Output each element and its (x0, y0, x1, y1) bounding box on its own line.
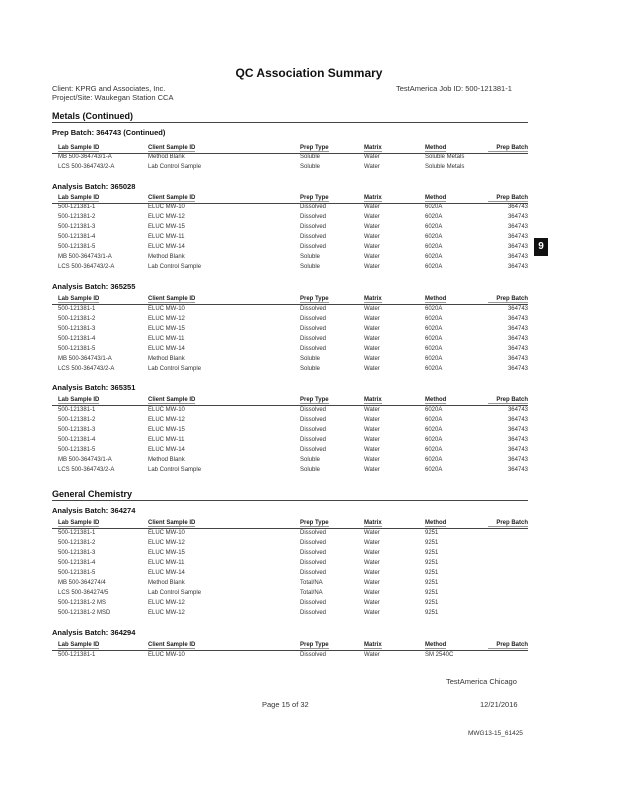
cell-lab-sample-id: 500-121381-1 (58, 204, 96, 210)
cell-matrix: Water (364, 540, 380, 546)
cell-method: 6020A (425, 407, 443, 413)
cell-matrix: Water (364, 356, 380, 362)
cell-prep-type: Dissolved (300, 214, 327, 220)
cell-matrix: Water (364, 457, 380, 463)
cell-prep-type: Dissolved (300, 652, 327, 658)
table-row (0, 164, 618, 174)
cell-matrix: Water (364, 326, 380, 332)
column-header-method: Method (425, 195, 447, 201)
table-row (0, 407, 618, 417)
page-title: QC Association Summary (235, 66, 383, 80)
column-header-prep-batch: Prep Batch (488, 520, 528, 527)
table-divider (52, 405, 528, 406)
cell-lab-sample-id: 500-121381-5 (58, 570, 96, 576)
cell-prep-type: Dissolved (300, 417, 327, 423)
cell-lab-sample-id: 500-121381-2 (58, 417, 96, 423)
cell-prep-batch: 364743 (507, 356, 528, 362)
cell-lab-sample-id: 500-121381-4 (58, 336, 96, 342)
table-row (0, 326, 618, 336)
cell-method: 6020A (425, 204, 443, 210)
column-header-client-sample-id: Client Sample ID (148, 642, 196, 648)
cell-lab-sample-id: LCS 500-364743/2-A (58, 164, 115, 170)
cell-prep-batch: 364743 (507, 427, 528, 433)
column-header-client-sample-id: Client Sample ID (148, 520, 196, 526)
cell-method: 6020A (425, 214, 443, 220)
cell-method: Soluble Metals (425, 154, 465, 160)
column-header-lab-sample-id: Lab Sample ID (58, 642, 100, 648)
cell-matrix: Water (364, 154, 380, 160)
cell-client-sample-id: ELUC MW-15 (148, 427, 185, 433)
table-row (0, 437, 618, 447)
cell-lab-sample-id: 500-121381-2 (58, 540, 96, 546)
column-header-method: Method (425, 520, 447, 526)
cell-matrix: Water (364, 316, 380, 322)
cell-prep-type: Dissolved (300, 600, 327, 606)
cell-prep-type: Soluble (300, 254, 321, 260)
batch-title: Analysis Batch: 364274 (52, 506, 136, 515)
cell-prep-batch: 364743 (507, 467, 528, 473)
cell-prep-batch: 364743 (507, 417, 528, 423)
table-row (0, 356, 618, 366)
table-row (0, 254, 618, 264)
column-header-matrix: Matrix (364, 520, 382, 526)
table-row (0, 550, 618, 560)
table-row (0, 204, 618, 214)
cell-matrix: Water (364, 467, 380, 473)
cell-prep-batch: 364743 (507, 224, 528, 230)
cell-method: 9251 (425, 540, 439, 546)
cell-client-sample-id: ELUC MW-10 (148, 204, 185, 210)
cell-method: 6020A (425, 306, 443, 312)
table-row (0, 234, 618, 244)
cell-prep-type: Soluble (300, 457, 321, 463)
table-row (0, 570, 618, 580)
cell-lab-sample-id: 500-121381-1 (58, 407, 96, 413)
column-header-matrix: Matrix (364, 195, 382, 201)
cell-client-sample-id: Lab Control Sample (148, 366, 202, 372)
table-row (0, 336, 618, 346)
cell-matrix: Water (364, 224, 380, 230)
cell-client-sample-id: ELUC MW-14 (148, 244, 185, 250)
cell-prep-type: Soluble (300, 164, 321, 170)
cell-prep-type: Dissolved (300, 316, 327, 322)
cell-lab-sample-id: 500-121381-3 (58, 427, 96, 433)
cell-client-sample-id: ELUC MW-10 (148, 306, 185, 312)
cell-lab-sample-id: 500-121381-4 (58, 234, 96, 240)
cell-method: 9251 (425, 580, 439, 586)
cell-client-sample-id: ELUC MW-15 (148, 550, 185, 556)
cell-prep-type: Soluble (300, 356, 321, 362)
batch-title: Prep Batch: 364743 (Continued) (52, 128, 166, 137)
column-header-lab-sample-id: Lab Sample ID (58, 520, 100, 526)
cell-matrix: Water (364, 214, 380, 220)
table-row (0, 306, 618, 316)
cell-lab-sample-id: MB 500-364743/1-A (58, 457, 112, 463)
cell-client-sample-id: Method Blank (148, 356, 185, 362)
cell-method: 6020A (425, 356, 443, 362)
cell-prep-type: Dissolved (300, 550, 327, 556)
cell-prep-type: Dissolved (300, 336, 327, 342)
cell-lab-sample-id: LCS 500-364743/2-A (58, 264, 115, 270)
project-site: Project/Site: Waukegan Station CCA (52, 93, 174, 102)
cell-prep-type: Dissolved (300, 427, 327, 433)
cell-matrix: Water (364, 530, 380, 536)
table-row (0, 346, 618, 356)
cell-client-sample-id: ELUC MW-14 (148, 346, 185, 352)
cell-matrix: Water (364, 306, 380, 312)
cell-client-sample-id: ELUC MW-11 (148, 560, 185, 566)
cell-prep-type: Dissolved (300, 447, 327, 453)
table-row (0, 560, 618, 570)
cell-lab-sample-id: LCS 500-364743/2-A (58, 467, 115, 473)
cell-method: 9251 (425, 570, 439, 576)
cell-matrix: Water (364, 437, 380, 443)
table-row (0, 540, 618, 550)
cell-prep-type: Soluble (300, 366, 321, 372)
cell-matrix: Water (364, 417, 380, 423)
cell-method: 6020A (425, 316, 443, 322)
table-divider (52, 650, 528, 651)
cell-matrix: Water (364, 164, 380, 170)
cell-lab-sample-id: MB 500-364743/1-A (58, 254, 112, 260)
cell-client-sample-id: Lab Control Sample (148, 164, 202, 170)
column-header-method: Method (425, 642, 447, 648)
cell-prep-batch: 364743 (507, 254, 528, 260)
batch-title: Analysis Batch: 365351 (52, 383, 136, 392)
cell-matrix: Water (364, 427, 380, 433)
column-header-method: Method (425, 296, 447, 302)
table-row (0, 417, 618, 427)
column-header-prep-type: Prep Type (300, 642, 329, 648)
cell-matrix: Water (364, 407, 380, 413)
document-code: MWG13-15_61425 (468, 730, 523, 737)
cell-matrix: Water (364, 366, 380, 372)
table-row (0, 530, 618, 540)
cell-method: 6020A (425, 366, 443, 372)
cell-lab-sample-id: 500-121381-3 (58, 550, 96, 556)
cell-lab-sample-id: 500-121381-3 (58, 326, 96, 332)
cell-matrix: Water (364, 560, 380, 566)
cell-prep-batch: 364743 (507, 336, 528, 342)
cell-client-sample-id: ELUC MW-14 (148, 447, 185, 453)
cell-lab-sample-id: LCS 500-364274/5 (58, 590, 109, 596)
cell-client-sample-id: ELUC MW-12 (148, 316, 185, 322)
section-divider (52, 122, 528, 123)
cell-method: 9251 (425, 590, 439, 596)
cell-method: 9251 (425, 530, 439, 536)
column-header-prep-batch: Prep Batch (488, 642, 528, 649)
cell-prep-batch: 364743 (507, 437, 528, 443)
cell-prep-type: Dissolved (300, 437, 327, 443)
cell-client-sample-id: ELUC MW-11 (148, 234, 185, 240)
cell-matrix: Water (364, 254, 380, 260)
cell-method: 6020A (425, 447, 443, 453)
cell-prep-type: Dissolved (300, 346, 327, 352)
column-header-prep-type: Prep Type (300, 520, 329, 526)
cell-prep-type: Dissolved (300, 540, 327, 546)
table-row (0, 264, 618, 274)
cell-prep-type: Dissolved (300, 306, 327, 312)
cell-prep-batch: 364743 (507, 214, 528, 220)
cell-matrix: Water (364, 244, 380, 250)
column-header-matrix: Matrix (364, 296, 382, 302)
table-row (0, 154, 618, 164)
cell-lab-sample-id: 500-121381-2 (58, 316, 96, 322)
column-header-matrix: Matrix (364, 397, 382, 403)
cell-method: 6020A (425, 417, 443, 423)
table-row (0, 366, 618, 376)
cell-method: 6020A (425, 264, 443, 270)
column-header-client-sample-id: Client Sample ID (148, 195, 196, 201)
cell-lab-sample-id: 500-121381-4 (58, 437, 96, 443)
cell-method: 6020A (425, 437, 443, 443)
batch-title: Analysis Batch: 365255 (52, 282, 136, 291)
cell-client-sample-id: ELUC MW-12 (148, 214, 185, 220)
table-row (0, 580, 618, 590)
cell-prep-type: Dissolved (300, 407, 327, 413)
cell-matrix: Water (364, 204, 380, 210)
cell-prep-batch: 364743 (507, 244, 528, 250)
batch-title: Analysis Batch: 365028 (52, 182, 136, 191)
cell-matrix: Water (364, 550, 380, 556)
cell-lab-sample-id: MB 500-364743/1-A (58, 356, 112, 362)
column-header-lab-sample-id: Lab Sample ID (58, 145, 100, 151)
cell-prep-type: Soluble (300, 264, 321, 270)
cell-prep-batch: 364743 (507, 366, 528, 372)
client-name: Client: KPRG and Associates, Inc. (52, 84, 166, 93)
lab-name: TestAmerica Chicago (446, 677, 517, 686)
cell-method: 9251 (425, 600, 439, 606)
cell-client-sample-id: Method Blank (148, 254, 185, 260)
cell-client-sample-id: ELUC MW-15 (148, 224, 185, 230)
column-header-prep-batch: Prep Batch (488, 397, 528, 404)
cell-prep-type: Dissolved (300, 570, 327, 576)
cell-prep-type: Dissolved (300, 204, 327, 210)
cell-lab-sample-id: 500-121381-2 (58, 214, 96, 220)
cell-client-sample-id: Lab Control Sample (148, 590, 202, 596)
column-header-prep-batch: Prep Batch (488, 195, 528, 202)
column-header-prep-batch: Prep Batch (488, 296, 528, 303)
cell-method: 9251 (425, 550, 439, 556)
cell-client-sample-id: ELUC MW-11 (148, 336, 185, 342)
cell-method: 6020A (425, 427, 443, 433)
table-row (0, 610, 618, 620)
column-header-prep-type: Prep Type (300, 195, 329, 201)
cell-client-sample-id: ELUC MW-15 (148, 326, 185, 332)
cell-method: Soluble Metals (425, 164, 465, 170)
column-header-client-sample-id: Client Sample ID (148, 145, 196, 151)
column-header-matrix: Matrix (364, 145, 382, 151)
cell-matrix: Water (364, 610, 380, 616)
cell-client-sample-id: ELUC MW-10 (148, 652, 185, 658)
cell-prep-type: Dissolved (300, 234, 327, 240)
cell-client-sample-id: Lab Control Sample (148, 467, 202, 473)
cell-lab-sample-id: 500-121381-3 (58, 224, 96, 230)
column-header-prep-type: Prep Type (300, 296, 329, 302)
column-header-lab-sample-id: Lab Sample ID (58, 397, 100, 403)
cell-matrix: Water (364, 346, 380, 352)
cell-client-sample-id: Method Blank (148, 457, 185, 463)
cell-prep-batch: 364743 (507, 447, 528, 453)
cell-matrix: Water (364, 600, 380, 606)
cell-prep-batch: 364743 (507, 306, 528, 312)
cell-client-sample-id: Method Blank (148, 580, 185, 586)
column-header-method: Method (425, 145, 447, 151)
cell-prep-type: Dissolved (300, 326, 327, 332)
cell-client-sample-id: Method Blank (148, 154, 185, 160)
table-row (0, 447, 618, 457)
cell-client-sample-id: ELUC MW-12 (148, 600, 185, 606)
batch-title: Analysis Batch: 364294 (52, 628, 136, 637)
column-header-lab-sample-id: Lab Sample ID (58, 195, 100, 201)
cell-lab-sample-id: MB 500-364743/1-A (58, 154, 112, 160)
cell-prep-batch: 364743 (507, 234, 528, 240)
cell-lab-sample-id: 500-121381-2 MS (58, 600, 107, 606)
cell-lab-sample-id: 500-121381-4 (58, 560, 96, 566)
cell-method: 9251 (425, 610, 439, 616)
cell-lab-sample-id: LCS 500-364743/2-A (58, 366, 115, 372)
cell-prep-batch: 364743 (507, 316, 528, 322)
section-general-chemistry: General Chemistry (52, 489, 133, 499)
table-row (0, 590, 618, 600)
table-row (0, 600, 618, 610)
section-divider (52, 500, 528, 501)
cell-prep-type: Total/NA (300, 580, 323, 586)
cell-method: 6020A (425, 254, 443, 260)
cell-method: 6020A (425, 234, 443, 240)
cell-matrix: Water (364, 447, 380, 453)
cell-lab-sample-id: 500-121381-5 (58, 244, 96, 250)
cell-matrix: Water (364, 264, 380, 270)
table-divider (52, 304, 528, 305)
cell-prep-type: Total/NA (300, 590, 323, 596)
cell-matrix: Water (364, 652, 380, 658)
table-row (0, 244, 618, 254)
cell-client-sample-id: ELUC MW-12 (148, 540, 185, 546)
cell-lab-sample-id: 500-121381-1 (58, 306, 96, 312)
cell-prep-type: Soluble (300, 154, 321, 160)
cell-prep-type: Soluble (300, 467, 321, 473)
cell-prep-batch: 364743 (507, 346, 528, 352)
column-header-prep-type: Prep Type (300, 145, 329, 151)
cell-prep-type: Dissolved (300, 244, 327, 250)
table-row (0, 652, 618, 662)
column-header-prep-type: Prep Type (300, 397, 329, 403)
cell-method: 6020A (425, 467, 443, 473)
cell-prep-type: Dissolved (300, 530, 327, 536)
cell-client-sample-id: ELUC MW-11 (148, 437, 185, 443)
table-row (0, 214, 618, 224)
cell-matrix: Water (364, 336, 380, 342)
cell-matrix: Water (364, 234, 380, 240)
column-header-client-sample-id: Client Sample ID (148, 296, 196, 302)
cell-lab-sample-id: 500-121381-5 (58, 346, 96, 352)
report-date: 12/21/2016 (480, 700, 518, 709)
cell-matrix: Water (364, 580, 380, 586)
cell-matrix: Water (364, 570, 380, 576)
cell-prep-type: Dissolved (300, 560, 327, 566)
cell-prep-batch: 364743 (507, 326, 528, 332)
cell-prep-batch: 364743 (507, 264, 528, 270)
cell-prep-batch: 364743 (507, 204, 528, 210)
table-row (0, 224, 618, 234)
column-header-lab-sample-id: Lab Sample ID (58, 296, 100, 302)
cell-method: 9251 (425, 560, 439, 566)
table-row (0, 427, 618, 437)
cell-prep-batch: 364743 (507, 407, 528, 413)
column-header-client-sample-id: Client Sample ID (148, 397, 196, 403)
cell-client-sample-id: Lab Control Sample (148, 264, 202, 270)
table-row (0, 467, 618, 477)
job-id: TestAmerica Job ID: 500-121381-1 (396, 84, 512, 93)
cell-client-sample-id: ELUC MW-10 (148, 530, 185, 536)
section-metals: Metals (Continued) (52, 111, 133, 121)
cell-matrix: Water (364, 590, 380, 596)
cell-prep-batch: 364743 (507, 457, 528, 463)
column-header-matrix: Matrix (364, 642, 382, 648)
cell-method: 6020A (425, 326, 443, 332)
cell-method: 6020A (425, 336, 443, 342)
cell-lab-sample-id: 500-121381-1 (58, 530, 96, 536)
cell-prep-type: Dissolved (300, 224, 327, 230)
column-header-method: Method (425, 397, 447, 403)
cell-method: 6020A (425, 457, 443, 463)
cell-lab-sample-id: 500-121381-5 (58, 447, 96, 453)
cell-client-sample-id: ELUC MW-12 (148, 610, 185, 616)
cell-method: 6020A (425, 346, 443, 352)
cell-client-sample-id: ELUC MW-12 (148, 417, 185, 423)
cell-lab-sample-id: MB 500-364274/4 (58, 580, 106, 586)
page-tab: 9 (534, 238, 548, 256)
cell-lab-sample-id: 500-121381-2 MSD (58, 610, 111, 616)
table-row (0, 457, 618, 467)
page-number: Page 15 of 32 (262, 700, 309, 709)
cell-method: 6020A (425, 244, 443, 250)
cell-client-sample-id: ELUC MW-14 (148, 570, 185, 576)
cell-method: 6020A (425, 224, 443, 230)
cell-prep-type: Dissolved (300, 610, 327, 616)
cell-method: SM 2540C (425, 652, 454, 658)
table-row (0, 316, 618, 326)
cell-lab-sample-id: 500-121381-1 (58, 652, 96, 658)
table-divider (52, 528, 528, 529)
cell-client-sample-id: ELUC MW-10 (148, 407, 185, 413)
column-header-prep-batch: Prep Batch (488, 145, 528, 152)
